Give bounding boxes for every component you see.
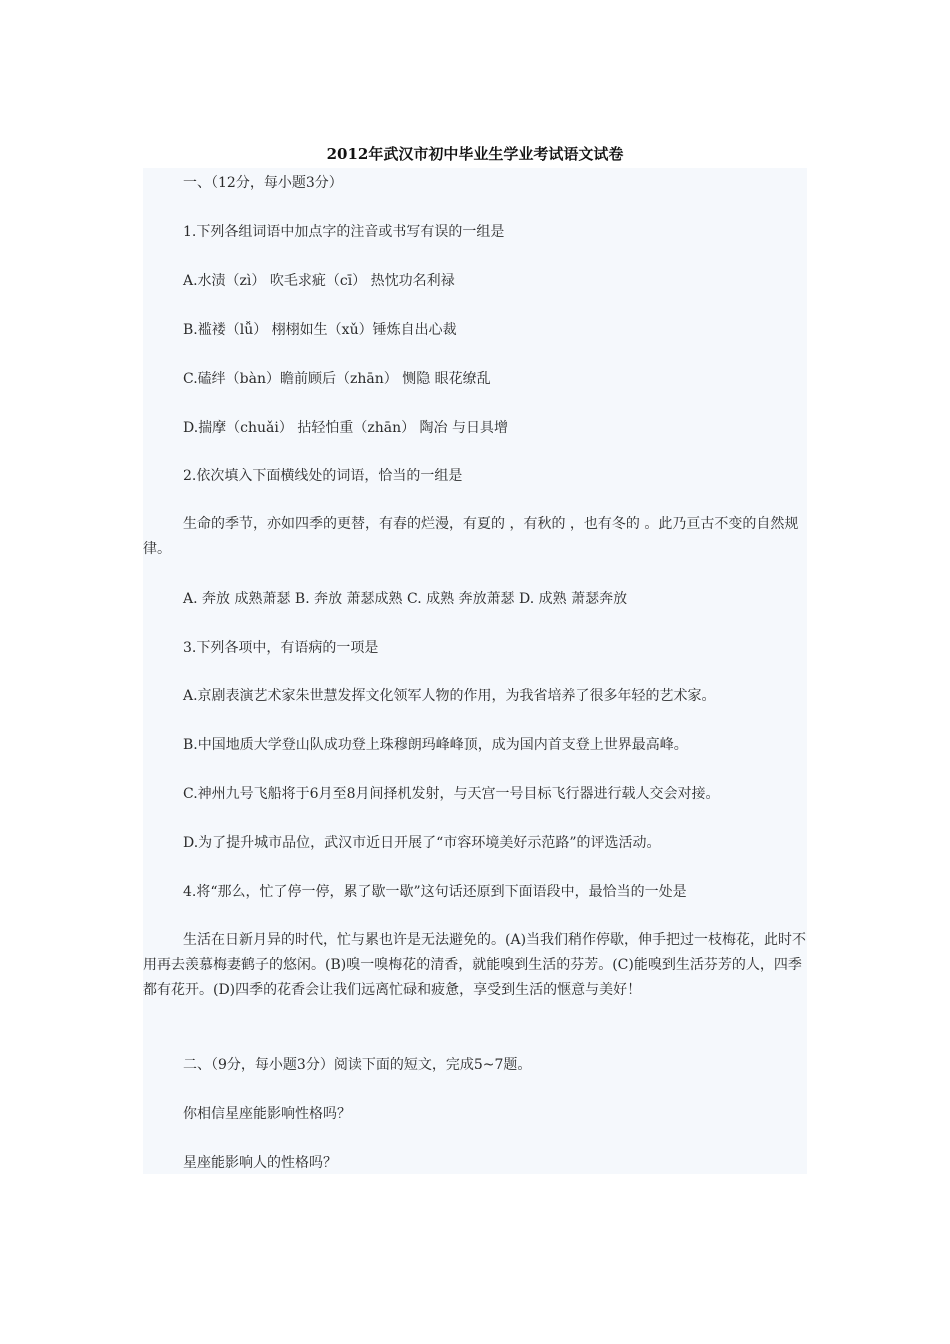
question-2-stem: 2.依次填入下面横线处的词语，恰当的一组是 bbox=[183, 468, 463, 484]
question-1-option-a: A.水渍（zì） 吹毛求疵（cī） 热忱功名利禄 bbox=[183, 273, 455, 289]
question-4-passage: 生活在日新月异的时代，忙与累也许是无法避免的。(A)当我们稍作停歇，伸手把过一枝梅花，此时不用再去羡慕梅妻鹤子的悠闲。(B)嗅一嗅梅花的清香，就能嗅到生活的芬芳。(C)能嗅到生活芬芳的人，四季都有花开。(D)四季的花香会让我们远离忙碌和疲惫，享受到生活的惬意与美好！ bbox=[143, 932, 807, 998]
question-3-option-b: B.中国地质大学登山队成功登上珠穆朗玛峰峰顶，成为国内首支登上世界最高峰。 bbox=[183, 737, 688, 753]
section-2-header: 二、（9分，每小题3分）阅读下面的短文，完成5~7题。 bbox=[183, 1057, 532, 1073]
question-2-options: A. 奔放 成熟萧瑟 B. 奔放 萧瑟成熟 C. 成熟 奔放萧瑟 D. 成熟 萧瑟奔放 bbox=[183, 591, 628, 607]
section-2-line-2: 星座能影响人的性格吗？ bbox=[183, 1155, 337, 1171]
question-3-option-a: A.京剧表演艺术家朱世慧发挥文化领军人物的作用，为我省培养了很多年轻的艺术家。 bbox=[183, 688, 716, 704]
content-panel bbox=[143, 168, 807, 1174]
question-4-stem: 4.将“那么，忙了停一停，累了歇一歇”这句话还原到下面语段中，最恰当的一处是 bbox=[183, 884, 687, 900]
question-2-passage: 生命的季节，亦如四季的更替，有春的烂漫，有夏的 ，有秋的 ，也有冬的 。此乃亘古不变的自然规律。 bbox=[143, 516, 799, 557]
question-1-option-d: D.揣摩（chuǎi） 拈轻怕重（zhān） 陶冶 与日具增 bbox=[183, 420, 508, 436]
question-1-option-c: C.磕绊（bàn）瞻前顾后（zhān） 恻隐 眼花缭乱 bbox=[183, 371, 491, 387]
question-3-option-d: D.为了提升城市品位，武汉市近日开展了“市容环境美好示范路”的评选活动。 bbox=[183, 835, 661, 851]
section-2-line-1: 你相信星座能影响性格吗？ bbox=[183, 1106, 351, 1122]
section-1-header: 一、（12分，每小题3分） bbox=[183, 175, 343, 191]
question-1-stem: 1.下列各组词语中加点字的注音或书写有误的一组是 bbox=[183, 224, 505, 240]
question-1-option-b: B.褴褛（lǚ） 栩栩如生（xǔ）锤炼自出心裁 bbox=[183, 322, 457, 338]
document-title: 2012年武汉市初中毕业生学业考试语文试卷 bbox=[326, 145, 624, 163]
question-3-stem: 3.下列各项中，有语病的一项是 bbox=[183, 640, 379, 656]
question-3-option-c: C.神州九号飞船将于6月至8月间择机发射，与天宫一号目标飞行器进行载人交会对接。 bbox=[183, 786, 720, 802]
